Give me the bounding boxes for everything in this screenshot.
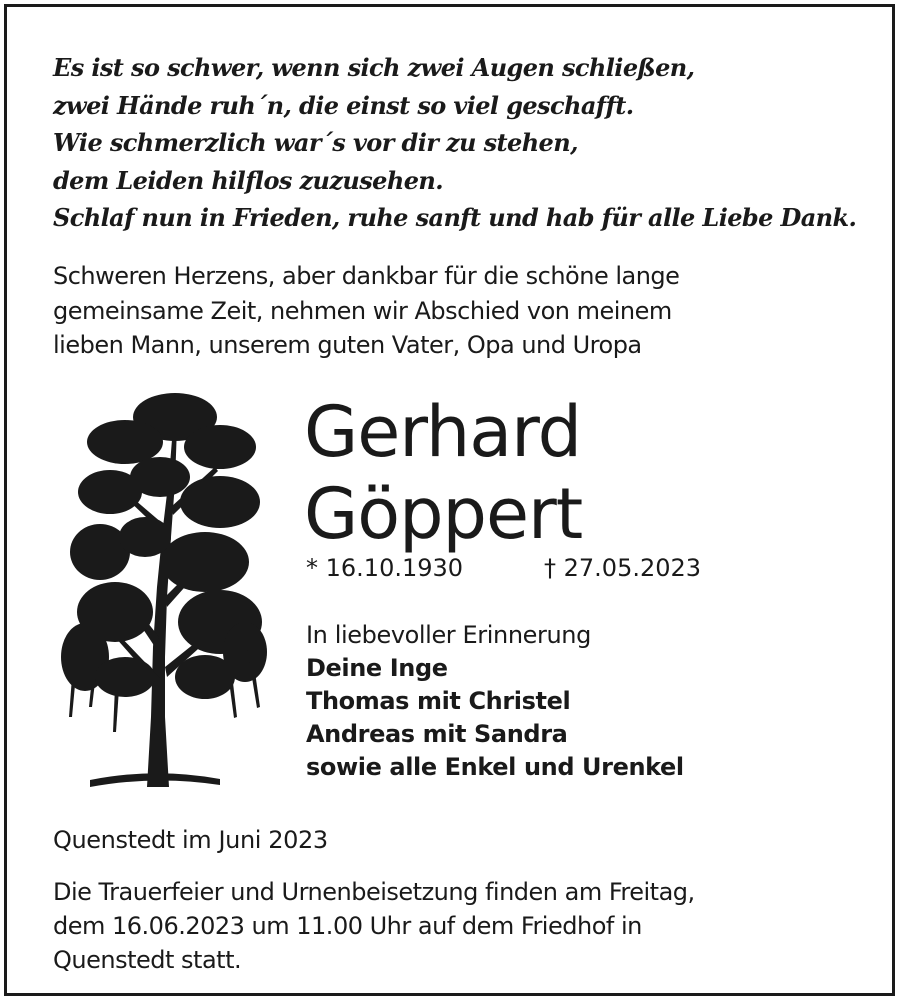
death-date: † 27.05.2023 bbox=[544, 554, 702, 582]
obituary-frame bbox=[4, 4, 895, 996]
signers bbox=[306, 619, 684, 784]
signer-name: sowie alle Enkel und Urenkel bbox=[306, 753, 684, 781]
life-dates bbox=[306, 552, 702, 584]
poem-line: zwei Hände ruh´n, die einst so viel geschafft. bbox=[53, 90, 634, 120]
intro-text bbox=[53, 259, 679, 363]
service-line: dem 16.06.2023 um 11.00 Uhr auf dem Friedhof in bbox=[53, 912, 642, 940]
poem-line: Schlaf nun in Frieden, ruhe sanft und hab für alle Liebe Dank. bbox=[53, 203, 857, 232]
service-info bbox=[53, 875, 695, 977]
first-name: Gerhard bbox=[304, 391, 582, 473]
intro-line: Schweren Herzens, aber dankbar für die schöne lange bbox=[53, 262, 680, 290]
signers-heading: In liebevoller Erinnerung bbox=[306, 621, 591, 649]
intro-line: gemeinsame Zeit, nehmen wir Abschied von meinem bbox=[53, 296, 672, 325]
birch-tree-icon bbox=[55, 387, 270, 797]
intro-line: lieben Mann, unserem guten Vater, Opa und Uropa bbox=[53, 331, 642, 359]
place-date: Quenstedt im Juni 2023 bbox=[53, 826, 328, 854]
signer-name: Andreas mit Sandra bbox=[306, 720, 568, 748]
last-name: Göppert bbox=[304, 473, 583, 555]
poem-line: Es ist so schwer, wenn sich zwei Augen schließen, bbox=[53, 53, 695, 82]
service-line: Die Trauerfeier und Urnenbeisetzung finden am Freitag, bbox=[53, 878, 695, 906]
poem-line: dem Leiden hilflos zuzusehen. bbox=[53, 165, 443, 195]
service-line: Quenstedt statt. bbox=[53, 946, 242, 974]
deceased-name bbox=[304, 391, 582, 555]
poem bbox=[53, 49, 856, 237]
poem-line: Wie schmerzlich war´s vor dir zu stehen, bbox=[53, 128, 578, 157]
birth-date: * 16.10.1930 bbox=[306, 554, 464, 582]
signer-name: Deine Inge bbox=[306, 654, 448, 682]
signer-name: Thomas mit Christel bbox=[306, 687, 571, 715]
